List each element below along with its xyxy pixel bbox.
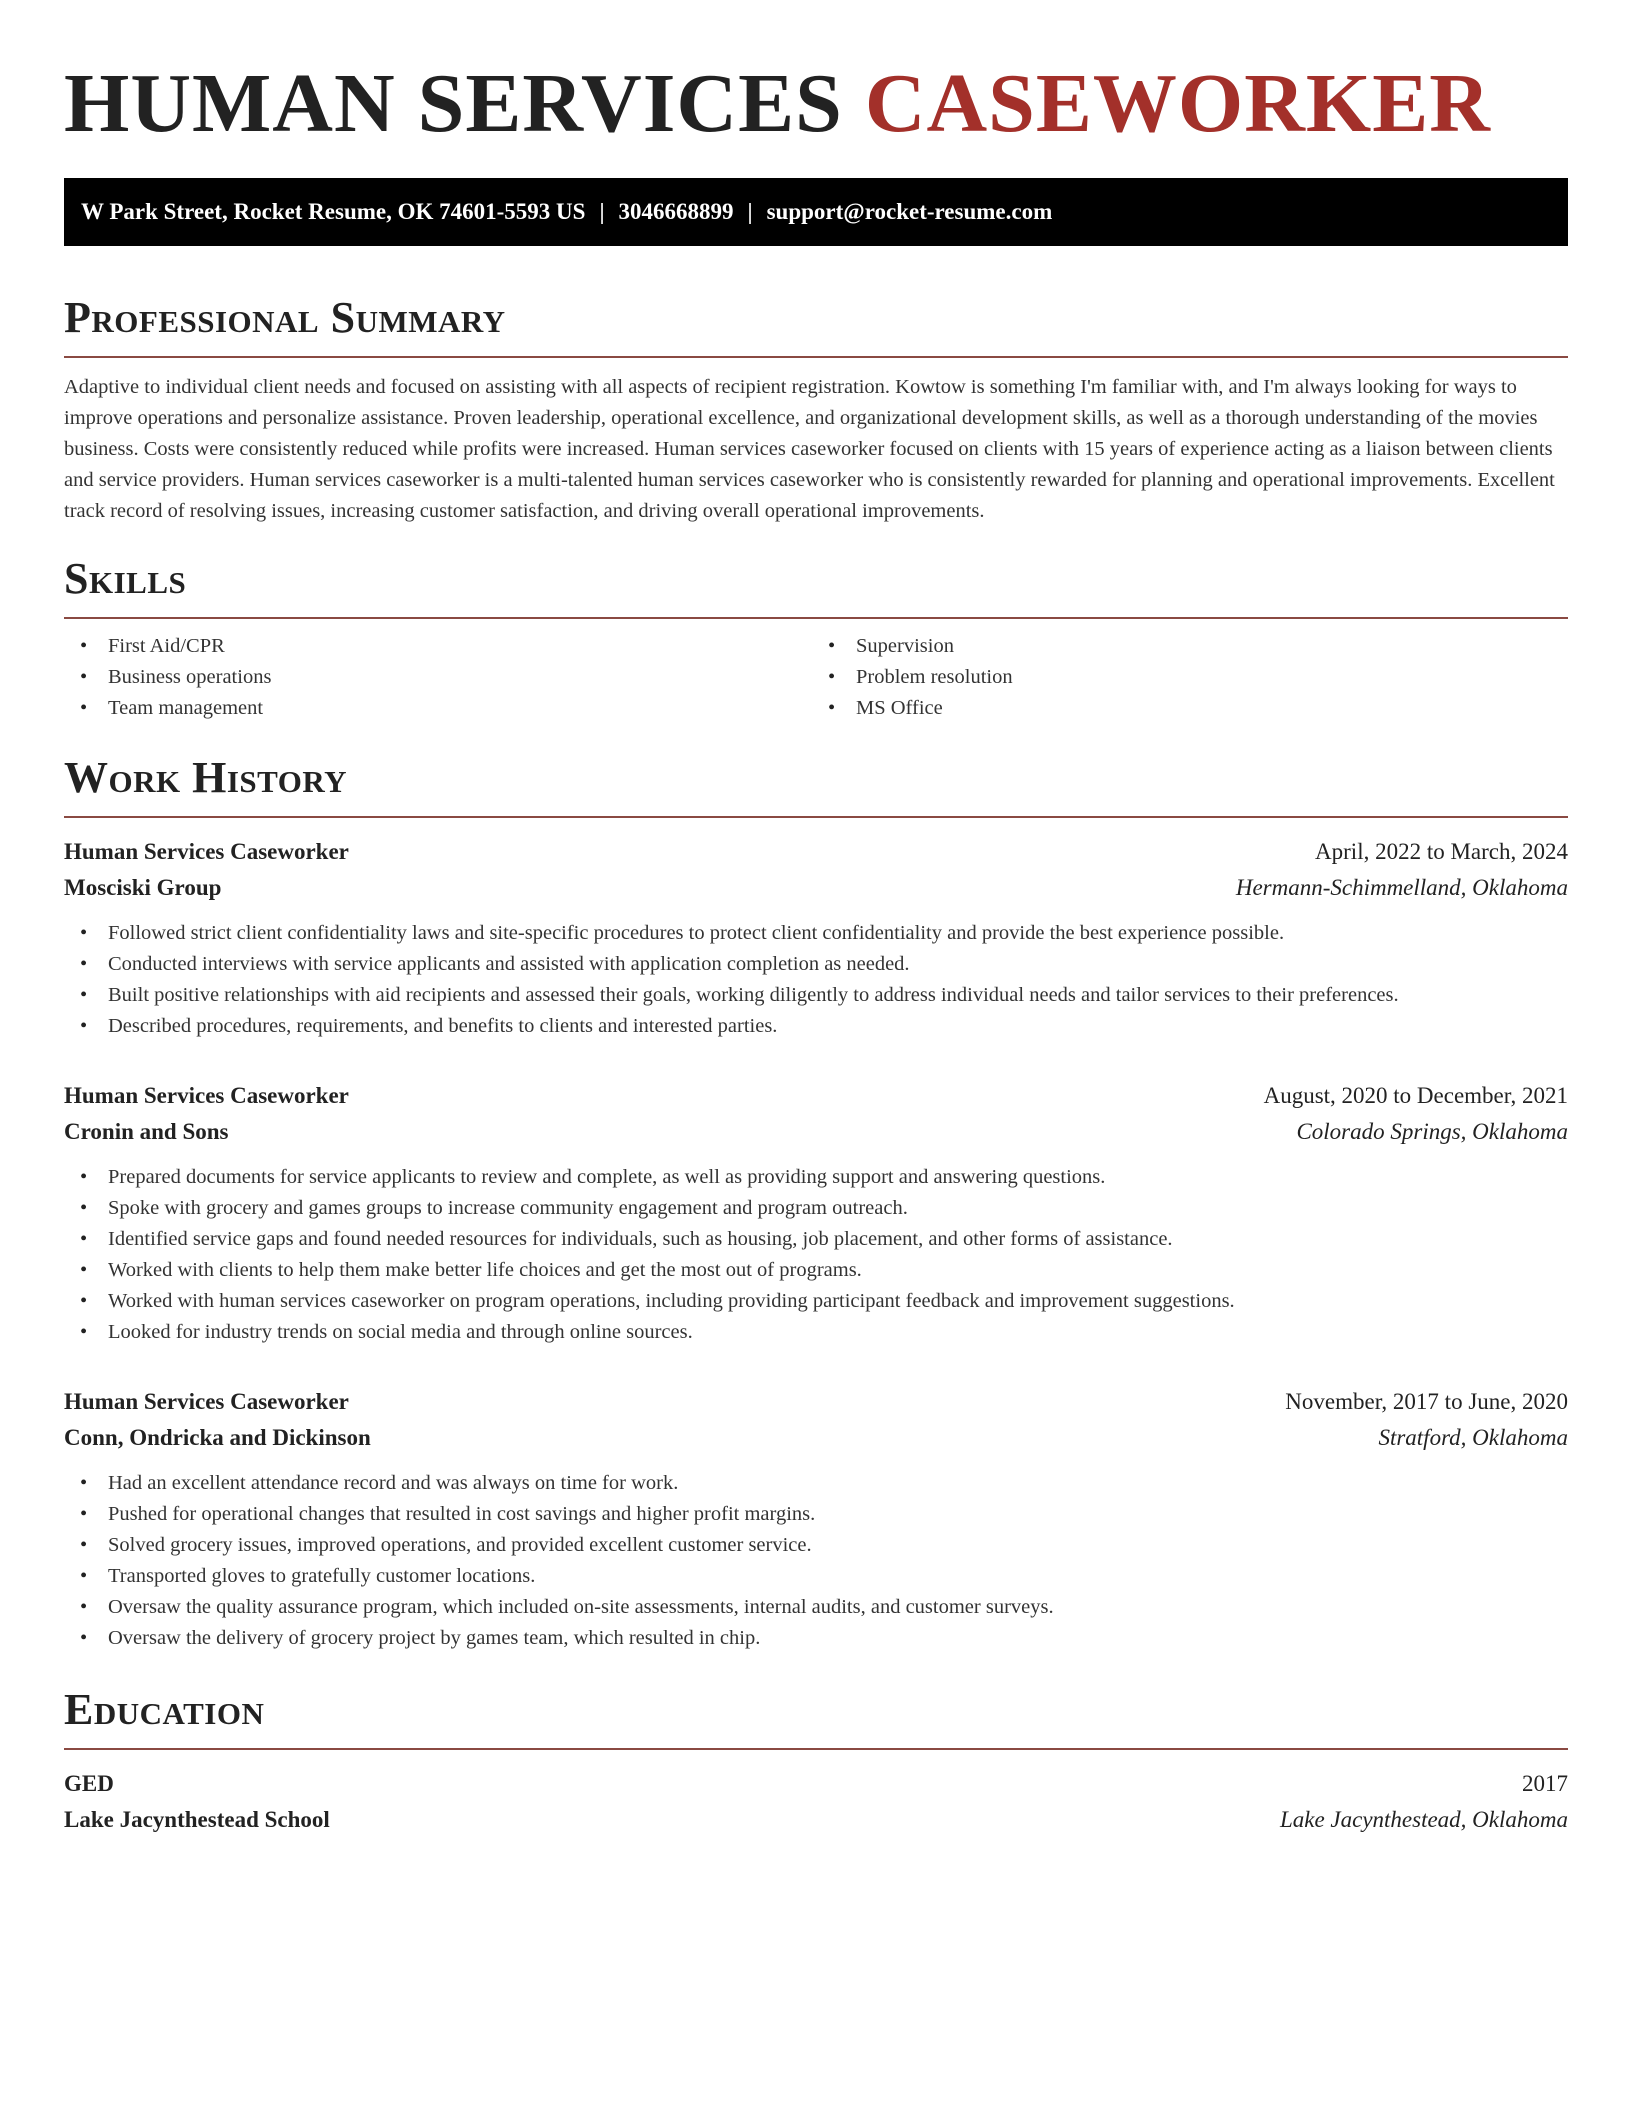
list-item: • Identified service gaps and found needed resources for individuals, such as housing, job placement, and other forms of assistance. <box>80 1224 1568 1255</box>
list-item: • Worked with human services caseworker on program operations, including providing participant feedback and improvement suggestions. <box>80 1286 1568 1317</box>
job-company-row <box>64 870 1568 906</box>
job-dates: April, 2022 to March, 2024 <box>1315 839 1568 864</box>
job-company: Cronin and Sons <box>64 1119 229 1144</box>
contact-separator: | <box>747 199 753 224</box>
skill-item: • Business operations <box>80 662 816 693</box>
work-history-section <box>64 750 1568 1654</box>
list-item: • Spoke with grocery and games groups to increase community engagement and program outreach. <box>80 1193 1568 1224</box>
contact-email: support@rocket-resume.com <box>766 199 1053 224</box>
job-bullets <box>64 1468 1568 1654</box>
contact-address: W Park Street, Rocket Resume, OK 74601-5593 US <box>81 199 586 224</box>
skill-item: • First Aid/CPR <box>80 631 816 662</box>
job-header-row <box>64 1078 1568 1114</box>
education-year: 2017 <box>1522 1771 1568 1796</box>
skills-column-right <box>816 631 1568 724</box>
education-entry <box>64 1766 1568 1838</box>
section-title-work: Work History <box>64 750 1568 818</box>
list-item: • Transported gloves to gratefully customer locations. <box>80 1561 1568 1592</box>
job-role: Human Services Caseworker <box>64 1083 349 1108</box>
list-item: • Solved grocery issues, improved operations, and provided excellent customer service. <box>80 1530 1568 1561</box>
list-item: • Worked with clients to help them make better life choices and get the most out of programs. <box>80 1255 1568 1286</box>
contact-bar <box>64 178 1568 246</box>
education-school-row <box>64 1802 1568 1838</box>
contact-phone: 3046668899 <box>618 199 734 224</box>
list-item: • Oversaw the delivery of grocery project by games team, which resulted in chip. <box>80 1623 1568 1654</box>
skills-section <box>64 551 1568 724</box>
job-role: Human Services Caseworker <box>64 1389 349 1414</box>
list-item: • Had an excellent attendance record and was always on time for work. <box>80 1468 1568 1499</box>
contact-separator: | <box>599 199 605 224</box>
list-item: • Described procedures, requirements, and benefits to clients and interested parties. <box>80 1011 1568 1042</box>
job-header-row <box>64 1384 1568 1420</box>
skill-item: • Supervision <box>828 631 1568 662</box>
education-section <box>64 1682 1568 1838</box>
job-location: Colorado Springs, Oklahoma <box>1296 1119 1568 1144</box>
education-header-row <box>64 1766 1568 1802</box>
job-entry <box>64 834 1568 1042</box>
skill-item: • MS Office <box>828 693 1568 724</box>
job-role: Human Services Caseworker <box>64 839 349 864</box>
education-school: Lake Jacynthestead School <box>64 1807 330 1832</box>
job-company: Mosciski Group <box>64 875 222 900</box>
section-title-summary: Professional Summary <box>64 290 1568 358</box>
section-title-skills: Skills <box>64 551 1568 619</box>
job-dates: August, 2020 to December, 2021 <box>1263 1083 1568 1108</box>
skills-column-left <box>64 631 816 724</box>
job-dates: November, 2017 to June, 2020 <box>1285 1389 1568 1414</box>
resume-title <box>64 54 1568 154</box>
job-location: Hermann-Schimmelland, Oklahoma <box>1235 875 1568 900</box>
list-item: • Conducted interviews with service applicants and assisted with application completion as needed. <box>80 949 1568 980</box>
section-title-education: Education <box>64 1682 1568 1750</box>
title-accent: CASEWORKER <box>864 57 1491 150</box>
job-header-row <box>64 834 1568 870</box>
skills-list <box>64 631 1568 724</box>
title-main: HUMAN SERVICES <box>64 57 843 150</box>
list-item: • Oversaw the quality assurance program, which included on-site assessments, internal audits, and customer surveys. <box>80 1592 1568 1623</box>
list-item: • Built positive relationships with aid recipients and assessed their goals, working diligently to address individual needs and tailor services to their preferences. <box>80 980 1568 1011</box>
job-entry <box>64 1078 1568 1348</box>
job-company-row <box>64 1114 1568 1150</box>
job-company-row <box>64 1420 1568 1456</box>
job-location: Stratford, Oklahoma <box>1378 1425 1568 1450</box>
job-company: Conn, Ondricka and Dickinson <box>64 1425 371 1450</box>
list-item: • Pushed for operational changes that resulted in cost savings and higher profit margins. <box>80 1499 1568 1530</box>
education-degree: GED <box>64 1771 114 1796</box>
skill-item: • Team management <box>80 693 816 724</box>
job-entry <box>64 1384 1568 1654</box>
professional-summary-section <box>64 290 1568 527</box>
list-item: • Looked for industry trends on social media and through online sources. <box>80 1317 1568 1348</box>
list-item: • Prepared documents for service applicants to review and complete, as well as providing support and answering questions. <box>80 1162 1568 1193</box>
list-item: • Followed strict client confidentiality laws and site-specific procedures to protect client confidentiality and provide the best experience possible. <box>80 918 1568 949</box>
job-bullets <box>64 918 1568 1042</box>
job-bullets <box>64 1162 1568 1348</box>
summary-text: Adaptive to individual client needs and focused on assisting with all aspects of recipient registration. Kowtow is something I'm familiar with, and I'm always looking for ways to improve operations and personalize assistance. Proven leadership, operational excellence, and organizational development skills, as well as a thorough understanding of the movies business. Costs were consistently reduced while profits were increased. Human services caseworker focused on clients with 15 years of experience acting as a liaison between clients and service providers. Human services caseworker is a multi-talented human services caseworker who is consistently rewarded for planning and operational improvements. Excellent track record of resolving issues, increasing customer satisfaction, and driving overall operational improvements. <box>64 376 1555 522</box>
skill-item: • Problem resolution <box>828 662 1568 693</box>
education-location: Lake Jacynthestead, Oklahoma <box>1279 1807 1568 1832</box>
